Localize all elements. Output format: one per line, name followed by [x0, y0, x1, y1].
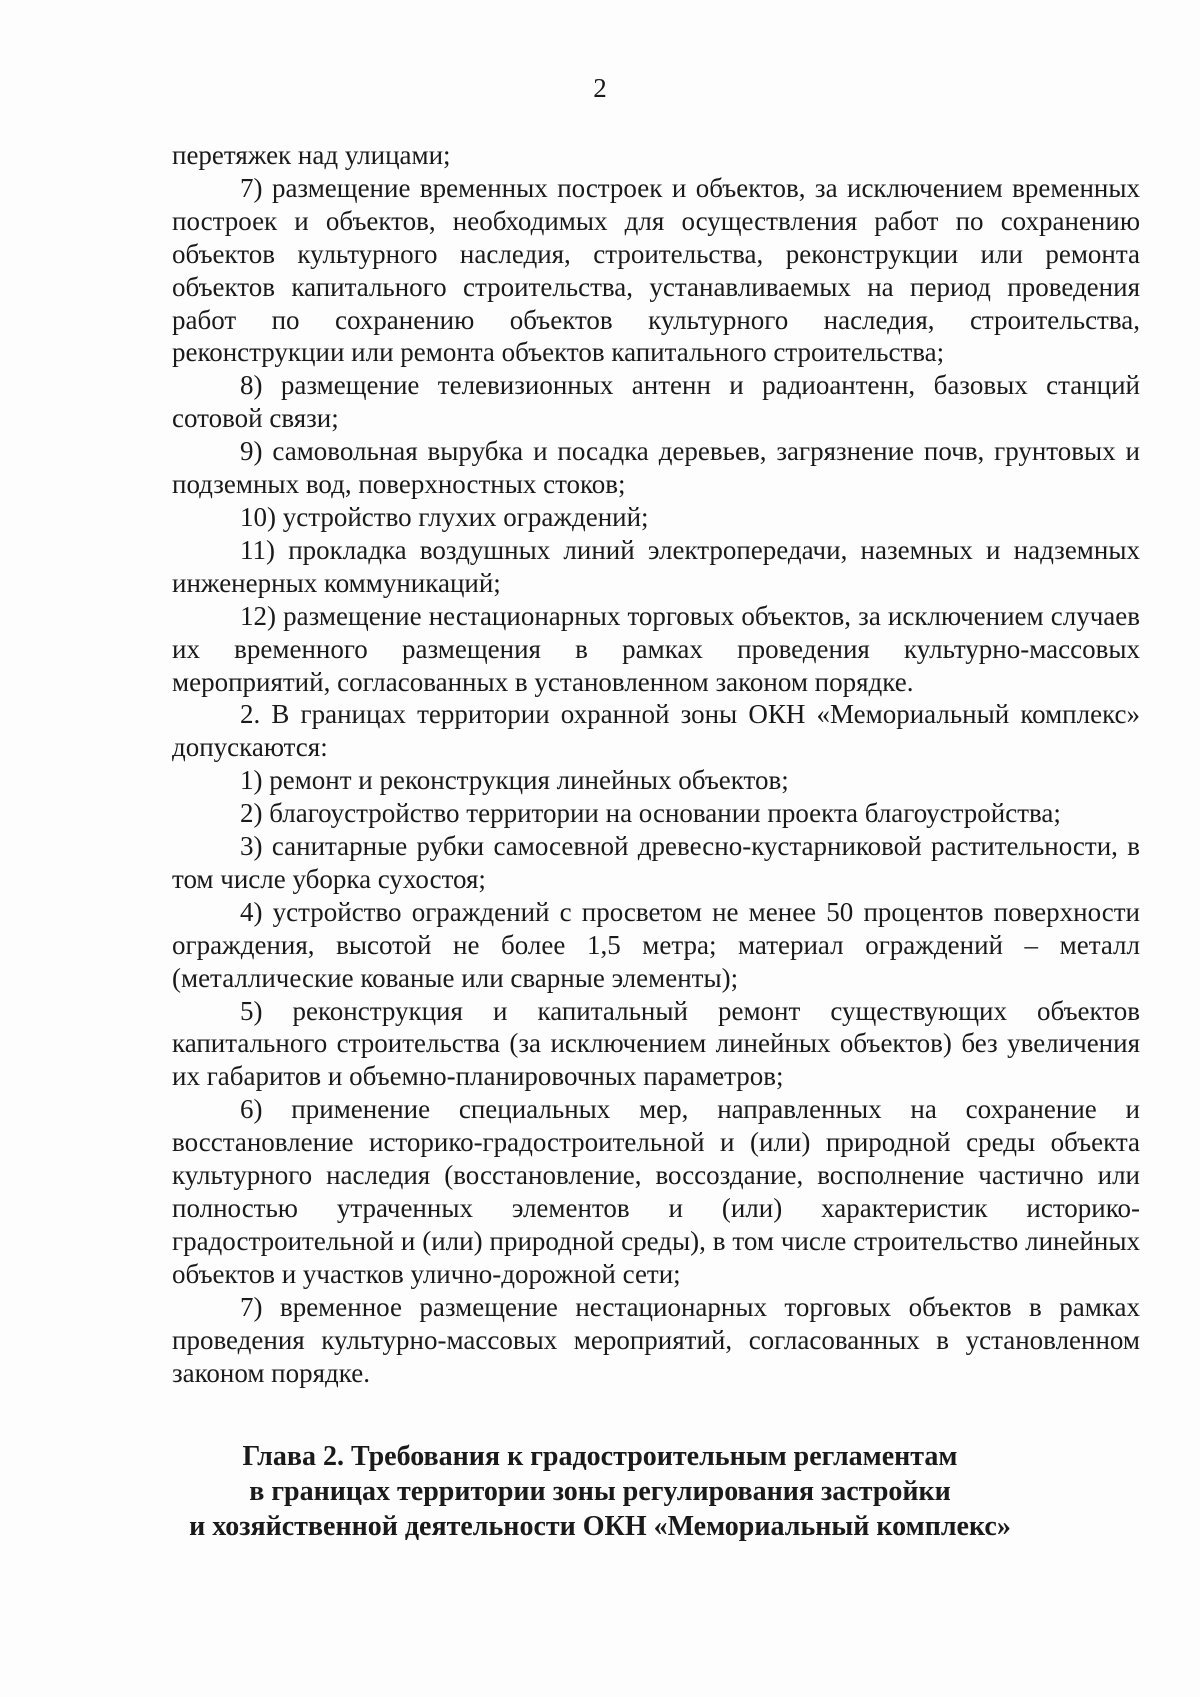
list-item: 1) ремонт и реконструкция линейных объектов;: [240, 765, 789, 796]
list-item: 6) применение специальных мер, направленных на сохранение и восстановление историко-градостроительной и (или) природной среды объекта культурного наследия (восстановление, воссоздание, восполнение частично или полностью утраченных элементов и (или) характеристик историко-градостроительной и (или) природной среды), в том числе строительство линейных объектов и участков улично-дорожной сети;: [172, 1094, 1140, 1289]
section-paragraph: 2. В границах территории охранной зоны ОКН «Мемориальный комплекс» допускаются:: [172, 699, 1140, 763]
list-item: 9) самовольная вырубка и посадка деревьев, загрязнение почв, грунтовых и подземных вод, поверхностных стоков;: [172, 436, 1140, 500]
list-item: 7) размещение временных построек и объектов, за исключением временных построек и объектов, необходимых для осуществления работ по сохранению объектов культурного наследия, строительства, реконструкции или ремонта объектов капитального строительства, устанавливаемых на период проведения работ по сохранению объектов культурного наследия, строительства, реконструкции или ремонта объектов капитального строительства;: [172, 172, 1140, 368]
chapter-heading-line: и хозяйственной деятельности ОКН «Мемориальный комплекс»: [189, 1511, 1011, 1542]
chapter-heading-line: в границах территории зоны регулирования застройки: [249, 1476, 951, 1507]
list-item: 3) санитарные рубки самосевной древесно-кустарниковой растительности, в том числе уборка сухостоя;: [172, 831, 1140, 894]
chapter-heading: [150, 1439, 1050, 1544]
list-item: 10) устройство глухих ограждений;: [240, 501, 649, 532]
list-item: 8) размещение телевизионных антенн и радиоантенн, базовых станций сотовой связи;: [172, 370, 1140, 434]
list-item: 11) прокладка воздушных линий электропередачи, наземных и надземных инженерных коммуникаций;: [172, 534, 1140, 598]
list-item: 7) временное размещение нестационарных торговых объектов в рамках проведения культурно-массовых мероприятий, согласованных в установленном законом порядке.: [172, 1291, 1140, 1388]
body-text: [172, 139, 1140, 1389]
paragraph: перетяжек над улицами;: [172, 140, 451, 170]
chapter-heading-line: Глава 2. Требования к градостроительным регламентам: [242, 1441, 958, 1472]
page-number: 2: [593, 73, 607, 103]
list-item: 5) реконструкция и капитальный ремонт существующих объектов капитального строительства (за исключением линейных объектов) без увеличения их габаритов и объемно-планировочных параметров;: [172, 995, 1140, 1092]
list-item: 12) размещение нестационарных торговых объектов, за исключением случаев их временного размещения в рамках проведения культурно-массовых мероприятий, согласованных в установленном законом порядке.: [172, 600, 1140, 697]
list-item: 2) благоустройство территории на основании проекта благоустройства;: [240, 798, 1061, 829]
list-item: 4) устройство ограждений с просветом не менее 50 процентов поверхности ограждения, высотой не более 1,5 метра; материал ограждений – металл (металлические кованые или сварные элементы);: [172, 896, 1140, 993]
